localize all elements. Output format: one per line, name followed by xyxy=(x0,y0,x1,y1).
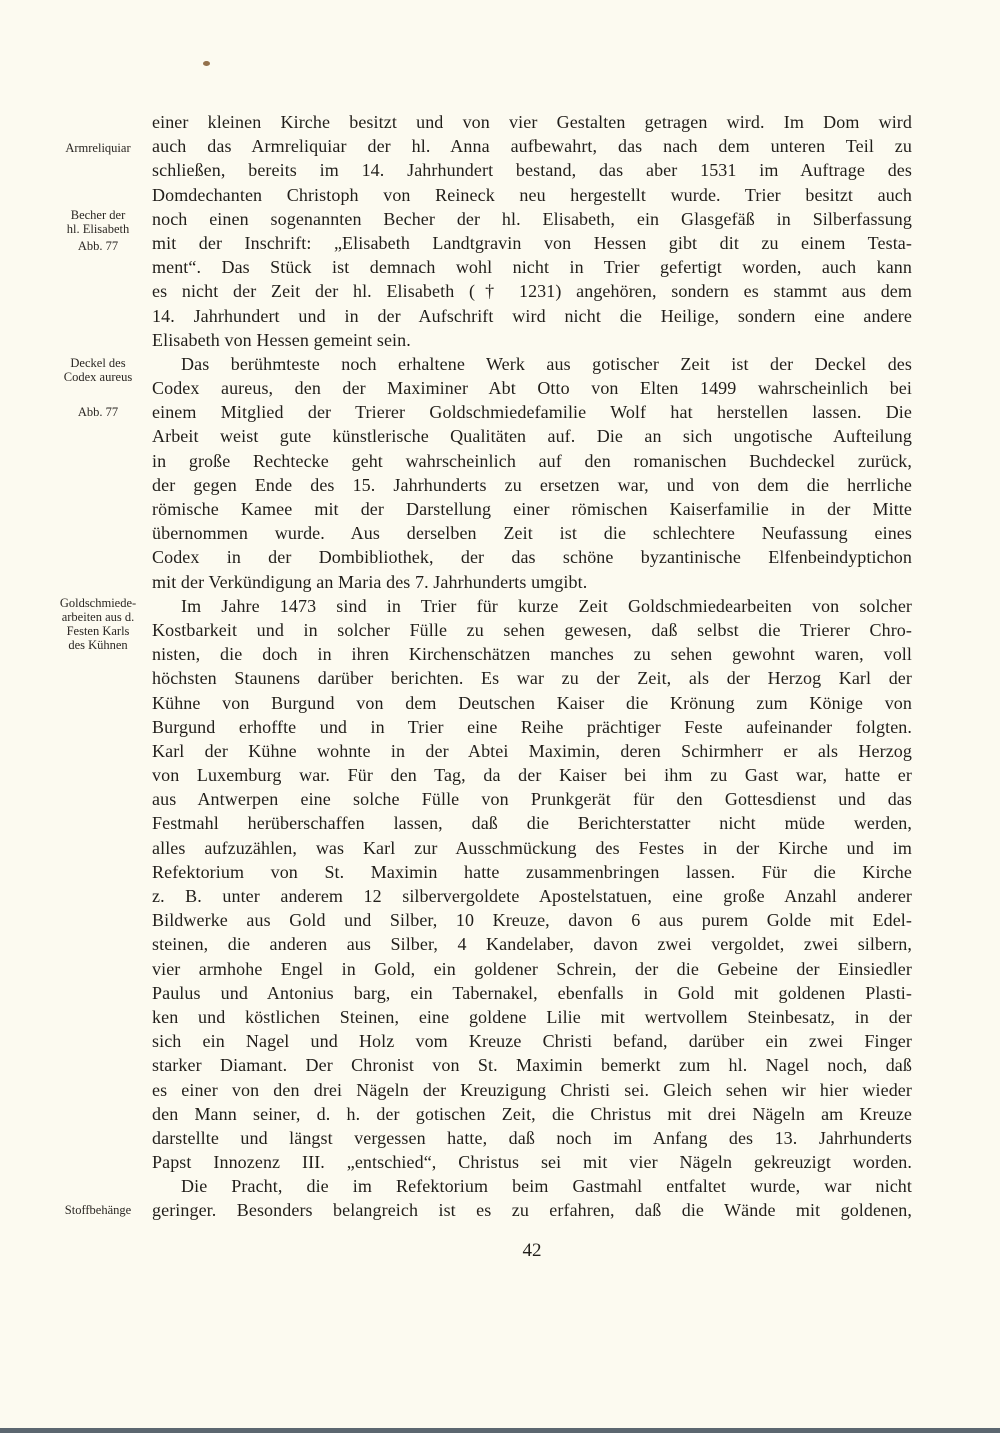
text-line: Domdechanten Christoph von Reineck neu hergestellt wurde. Trier besitzt auch xyxy=(152,184,912,205)
margin-note-line: Abb. 77 xyxy=(77,239,119,253)
text-line: Kostbarkeit und in solcher Fülle zu sehen gewesen, daß selbst die Trierer Chro- xyxy=(152,619,912,640)
text-line: schließen, bereits im 14. Jahrhundert bestand, das aber 1531 im Auftrage des xyxy=(152,160,912,181)
text-line: es einer von den drei Nägeln der Kreuzigung Christi sei. Gleich sehen wir hier wieder xyxy=(152,1079,912,1100)
text-line: mit der Inschrift: „Elisabeth Landtgravin von Hessen gibt dit zu einem Testa- xyxy=(152,232,912,253)
scan-artifact-speck xyxy=(203,61,210,66)
text-line: auch das Armreliquiar der hl. Anna aufbewahrt, das nach dem unteren Teil zu xyxy=(152,136,912,157)
paragraph xyxy=(152,110,912,352)
margin-note-line: Armreliquiar xyxy=(65,141,131,155)
text-line: einer kleinen Kirche besitzt und von vier Gestalten getragen wird. Im Dom wird xyxy=(152,112,912,132)
text-line: Das berühmteste noch erhaltene Werk aus gotischer Zeit ist der Deckel des xyxy=(181,353,912,374)
paragraph xyxy=(152,352,912,594)
text-line: übernommen wurde. Aus derselben Zeit ist die schlechtere Neufassung eines xyxy=(152,523,912,544)
text-line: vier armhohe Engel in Gold, ein goldener Schrein, der die Gebeine der Einsiedler xyxy=(152,958,912,979)
text-line: Die Pracht, die im Refektorium beim Gastmahl entfaltet wurde, war nicht xyxy=(181,1176,912,1197)
margin-note-line: Becher der xyxy=(70,208,126,222)
text-line: von Luxemburg war. Für den Tag, da der Kaiser bei ihm zu Gast war, hatte er xyxy=(152,765,912,786)
body-text xyxy=(152,110,912,1223)
text-line: Papst Innozenz III. „entschied“, Christus sei mit vier Nägeln gekreuzigt worden. xyxy=(152,1152,912,1173)
text-line: alles aufzuzählen, was Karl zur Ausschmückung des Festes in der Kirche und im xyxy=(152,837,912,858)
margin-note-line: Abb. 77 xyxy=(77,405,119,419)
text-line: Paulus und Antonius barg, ein Tabernakel, ebenfalls in Gold mit goldenen Plasti- xyxy=(152,982,912,1003)
margin-note xyxy=(44,356,152,384)
text-line: Codex aureus, den der Maximiner Abt Otto von Elten 1499 wahrscheinlich bei xyxy=(152,378,912,399)
text-line: Elisabeth von Hessen gemeint sein. xyxy=(152,329,411,350)
text-line: ment“. Das Stück ist demnach wohl nicht in Trier gefertigt worden, auch kann xyxy=(152,257,912,278)
text-line: mit der Verkündigung an Maria des 7. Jahrhunderts umgibt. xyxy=(152,571,588,592)
text-line: starker Diamant. Der Chronist von St. Maximin bemerkt zum hl. Nagel noch, daß xyxy=(152,1055,912,1076)
bottom-scan-edge xyxy=(0,1428,1000,1433)
text-line: einem Mitglied der Trierer Goldschmiedefamilie Wolf hat herstellen lassen. Die xyxy=(152,402,912,423)
text-line: geringer. Besonders belangreich ist es zu erfahren, daß die Wände mit goldenen, xyxy=(152,1200,912,1221)
margin-note xyxy=(44,208,152,236)
text-line: es nicht der Zeit der hl. Elisabeth († 1231) angehören, sondern es stammt aus dem xyxy=(152,281,912,302)
text-line: steinen, die anderen aus Silber, 4 Kandelaber, davon zwei vergoldet, zwei silbern, xyxy=(152,934,912,955)
text-line: Codex in der Dombibliothek, der das schöne byzantinische Elfenbeindyptichon xyxy=(152,547,912,568)
text-line: römische Kamee mit der Darstellung einer römischen Kaiserfamilie in der Mitte xyxy=(152,499,912,519)
page-number: 42 xyxy=(522,1240,542,1261)
margin-note xyxy=(44,141,152,155)
text-line: noch einen sogenannten Becher der hl. Elisabeth, ein Glasgefäß in Silberfassung xyxy=(152,208,912,229)
text-line: Arbeit weist gute künstlerische Qualitäten auf. Die an sich ungotische Aufteilung xyxy=(152,426,912,447)
margin-note xyxy=(44,1203,152,1217)
text-line: Refektorium von St. Maximin hatte zusammenbringen lassen. Für die Kirche xyxy=(152,861,912,882)
text-line: darstellte und längst vergessen hatte, daß noch im Anfang des 13. Jahrhunderts xyxy=(152,1127,912,1148)
text-line: Festmahl herüberschaffen lassen, daß die Berichterstatter nicht müde werden, xyxy=(152,813,912,834)
margin-note-line: arbeiten aus d. xyxy=(61,610,135,624)
text-line: Bildwerke aus Gold und Silber, 10 Kreuze, davon 6 aus purem Golde mit Edel- xyxy=(152,910,912,931)
text-line: sich ein Nagel und Holz vom Kreuze Christi befand, darüber ein zwei Finger xyxy=(152,1031,912,1052)
text-line: der gegen Ende des 15. Jahrhunderts zu ersetzen war, und von dem die herrliche xyxy=(152,474,912,495)
text-line: den Mann seiner, d. h. der gotischen Zeit, die Christus mit drei Nägeln am Kreuze xyxy=(152,1103,912,1124)
text-line: nisten, die doch in ihren Kirchenschätzen manches zu sehen gewohnt waren, voll xyxy=(152,644,912,665)
margin-note-line: des Kühnen xyxy=(68,638,128,652)
text-line: Im Jahre 1473 sind in Trier für kurze Zeit Goldschmiedearbeiten von solcher xyxy=(181,595,912,616)
text-line: höchsten Staunens darüber berichten. Es war zu der Zeit, als der Herzog Karl der xyxy=(152,668,912,689)
margin-note-line: Deckel des xyxy=(70,356,126,370)
margin-note-line: Goldschmiede- xyxy=(59,596,137,610)
text-line: 14. Jahrhundert und in der Aufschrift wird nicht die Heilige, sondern eine andere xyxy=(152,305,912,326)
text-line: ken und köstlichen Steinen, eine goldene Lilie mit wertvollem Steinbesatz, in der xyxy=(152,1006,912,1027)
margin-note-line: Stoffbehänge xyxy=(64,1203,132,1217)
margin-note xyxy=(44,596,152,652)
margin-note xyxy=(44,239,152,253)
margin-note-line: Festen Karls xyxy=(66,624,130,638)
margin-note-line: Codex aureus xyxy=(63,370,133,384)
paragraph xyxy=(152,594,912,1175)
text-line: in große Rechtecke geht wahrscheinlich auf den romanischen Buchdeckel zurück, xyxy=(152,450,912,471)
text-line: Kühne von Burgund von dem Deutschen Kaiser die Krönung zum Könige von xyxy=(152,692,912,713)
margin-note xyxy=(44,405,152,419)
text-line: Karl der Kühne wohnte in der Abtei Maximin, deren Schirmherr er als Herzog xyxy=(152,740,912,761)
text-line: aus Antwerpen eine solche Fülle von Prunkgerät für den Gottesdienst und das xyxy=(152,789,912,810)
paragraph xyxy=(152,1174,912,1222)
margin-note-line: hl. Elisabeth xyxy=(66,222,130,236)
text-line: Burgund erhoffte und in Trier eine Reihe prächtiger Feste aufeinander folgten. xyxy=(152,716,912,737)
text-line: z. B. unter anderem 12 silbervergoldete Apostelstatuen, eine große Anzahl anderer xyxy=(152,886,912,906)
